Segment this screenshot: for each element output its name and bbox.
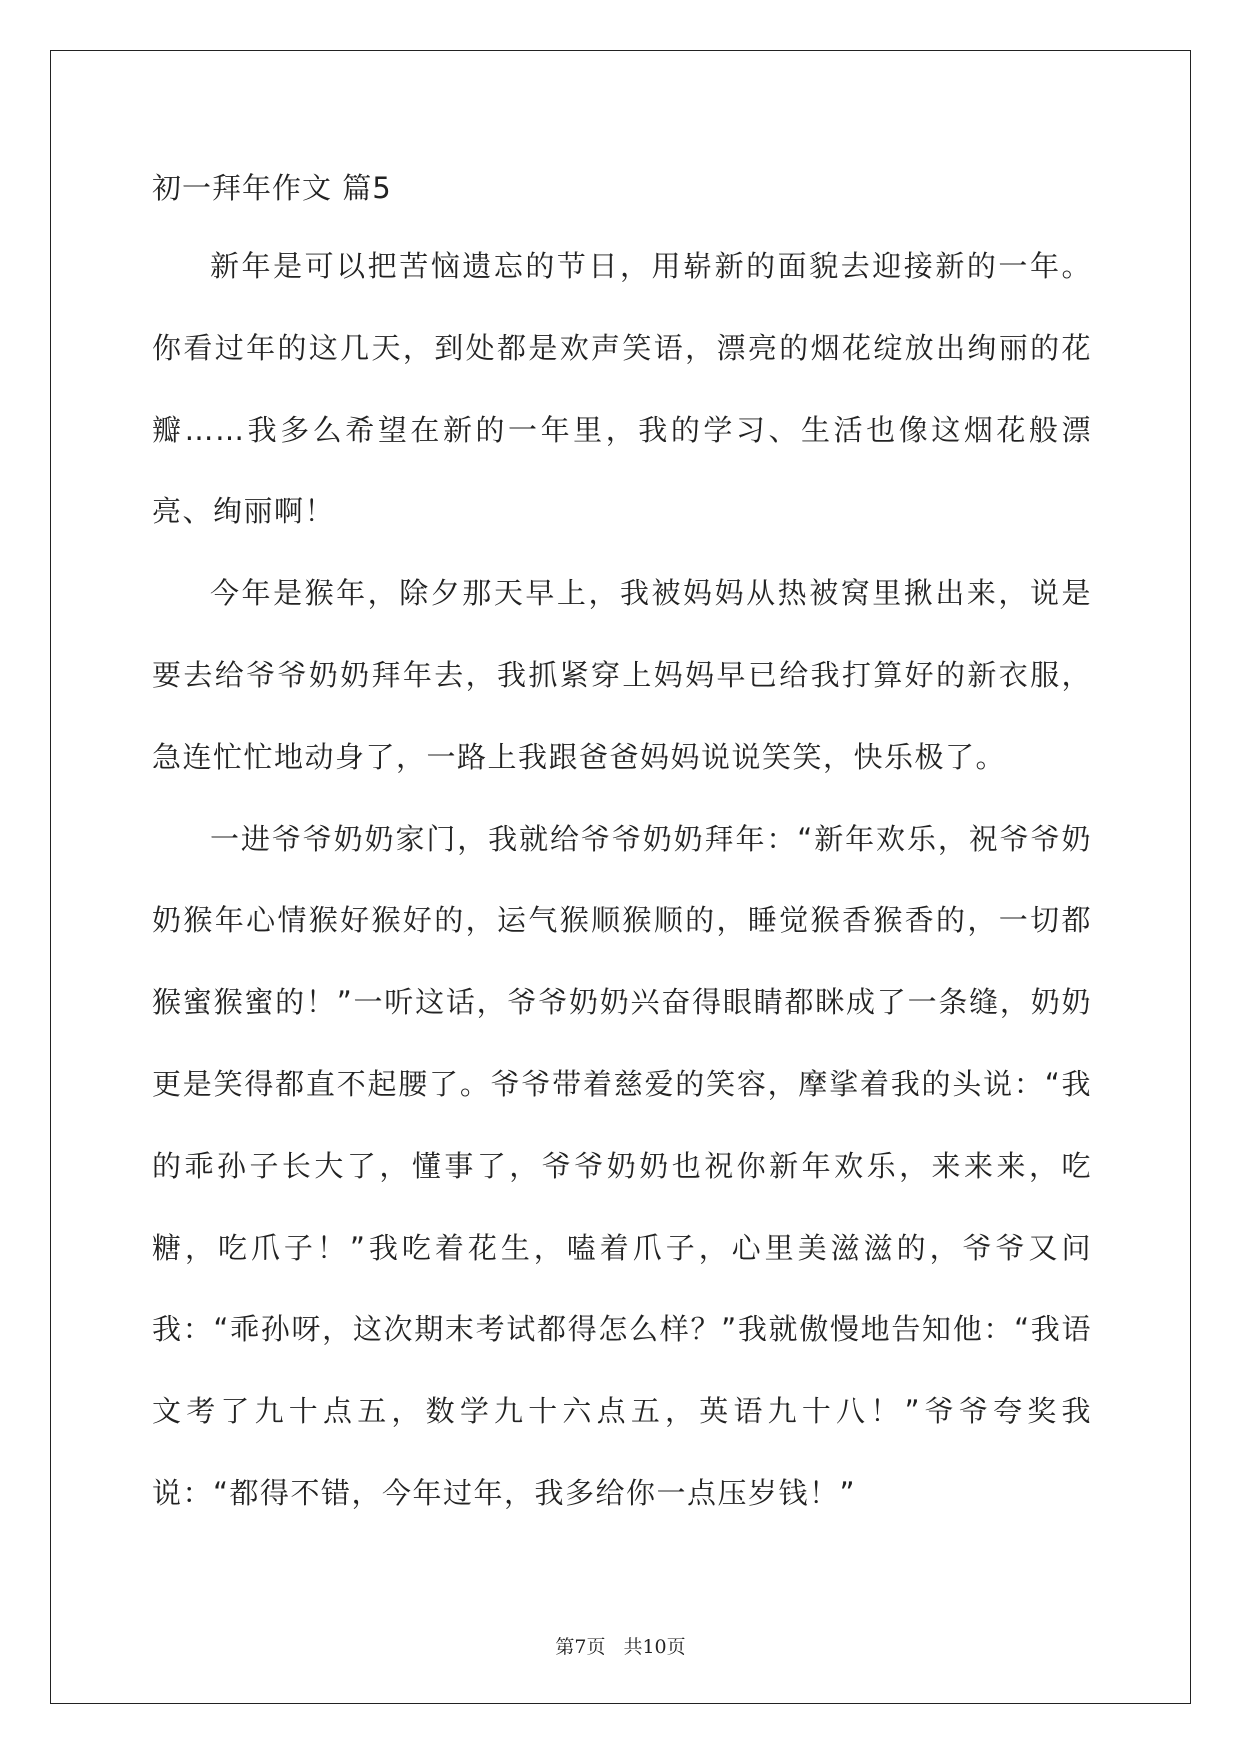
document-body: [152, 166, 1092, 1535]
document-title: 初一拜年作文 篇5: [152, 171, 392, 205]
page-number: 第7页: [555, 1636, 606, 1658]
paragraph-3: 一进爷爷奶奶家门，我就给爷爷奶奶拜年：“新年欢乐，祝爷爷奶奶猴年心情猴好猴好的，运气猴顺猴顺的，睡觉猴香猴香的，一切都猴蜜猴蜜的！”一听这话，爷爷奶奶兴奋得眼睛都眯成了一条缝，奶奶更是笑得都直不起腰了。爷爷带着慈爱的笑容，摩挲着我的头说：“我的乖孙子长大了，懂事了，爷爷奶奶也祝你新年欢乐，来来来，吃糖，吃爪子！”我吃着花生，嗑着爪子，心里美滋滋的，爷爷又问我：“乖孙呀，这次期末考试都得怎么样？”我就傲慢地告知他：“我语文考了九十点五，数学九十六点五，英语九十八！”爷爷夸奖我说：“都得不错，今年过年，我多给你一点压岁钱！”: [152, 821, 1092, 1510]
paragraph-1: 新年是可以把苦恼遗忘的节日，用崭新的面貌去迎接新的一年。你看过年的这几天，到处都是欢声笑语，漂亮的烟花绽放出绚丽的花瓣……我多么希望在新的一年里，我的学习、生活也像这烟花般漂亮、绚丽啊！: [152, 249, 1092, 529]
page-footer: [0, 1632, 1241, 1659]
paragraph-2: 今年是猴年，除夕那天早上，我被妈妈从热被窝里揪出来，说是要去给爷爷奶奶拜年去，我抓紧穿上妈妈早已给我打算好的新衣服，急连忙忙地动身了，一路上我跟爸爸妈妈说说笑笑，快乐极了。: [152, 576, 1092, 774]
page-total: 共10页: [623, 1636, 686, 1658]
